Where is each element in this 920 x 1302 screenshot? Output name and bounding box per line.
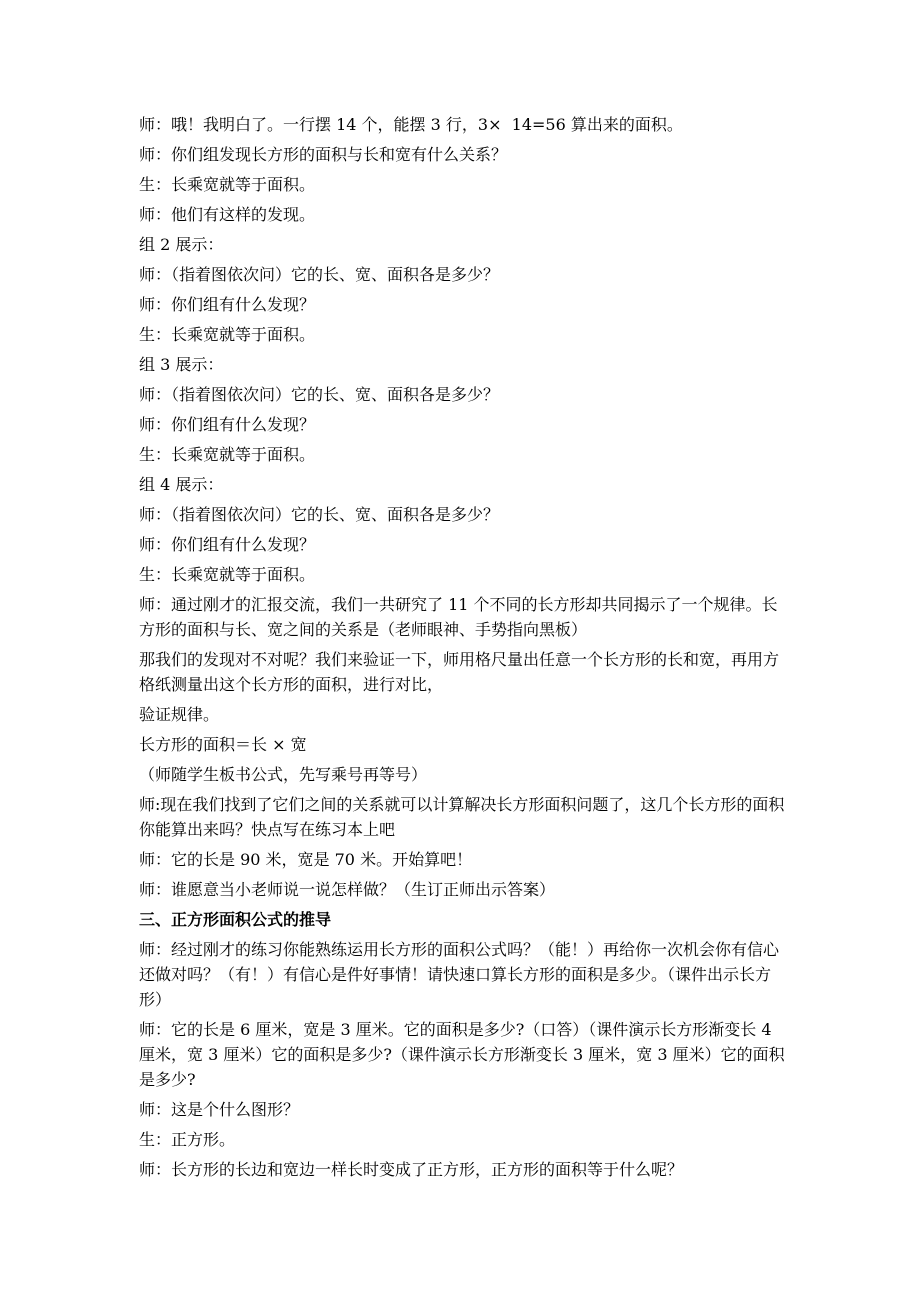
section-heading: 三、正方形面积公式的推导 bbox=[139, 910, 332, 929]
paragraph-7: 师：你们组有什么发现？ bbox=[139, 295, 316, 314]
paragraph-14: 师：（指着图依次问）它的长、宽、面积各是多少？ bbox=[139, 505, 500, 524]
paragraph-3: 生：长乘宽就等于面积。 bbox=[139, 175, 316, 194]
paragraph-8: 生：长乘宽就等于面积。 bbox=[139, 325, 316, 344]
paragraph-1: 师：哦！我明白了。一行摆 14 个，能摆 3 行，3× 14=56 算出来的面积。 bbox=[139, 115, 683, 134]
group-3-label: 组 3 展示： bbox=[139, 355, 224, 374]
paragraph-16: 生：长乘宽就等于面积。 bbox=[139, 565, 316, 584]
paragraph-2: 师：你们组发现长方形的面积与长和宽有什么关系？ bbox=[139, 145, 508, 164]
paragraph-21: （师随学生板书公式，先写乘号再等号） bbox=[139, 765, 428, 784]
paragraph-15: 师：你们组有什么发现？ bbox=[139, 535, 316, 554]
paragraph-18: 那我们的发现对不对呢？我们来验证一下，师用格尺量出任意一个长方形的长和宽，再用方格纸测量出这个长方形的面积，进行对比， bbox=[139, 650, 780, 694]
paragraph-11: 师：你们组有什么发现？ bbox=[139, 415, 316, 434]
paragraph-27: 师：它的长是 6 厘米，宽是 3 厘米。它的面积是多少?（口答）（课件演示长方形渐变长 4 厘米，宽 3 厘米）它的面积是多少?（课件演示长方形渐变长 3 厘米，宽 3 厘米）它的面积是多少? bbox=[139, 1020, 785, 1089]
paragraph-23: 师：它的长是 90 米，宽是 70 米。开始算吧！ bbox=[139, 850, 473, 869]
paragraph-30: 师：长方形的长边和宽边一样长时变成了正方形，正方形的面积等于什么呢？ bbox=[139, 1160, 684, 1179]
paragraph-24: 师：谁愿意当小老师说一说怎样做？（生订正师出示答案） bbox=[139, 880, 556, 899]
paragraph-22: 师:现在我们找到了它们之间的关系就可以计算解决长方形面积问题了，这几个长方形的面积你能算出来吗？快点写在练习本上吧 bbox=[139, 795, 785, 839]
paragraph-4: 师：他们有这样的发现。 bbox=[139, 205, 316, 224]
document-page bbox=[139, 112, 789, 1187]
paragraph-29: 生：正方形。 bbox=[139, 1130, 236, 1149]
paragraph-10: 师：（指着图依次问）它的长、宽、面积各是多少？ bbox=[139, 385, 500, 404]
group-2-label: 组 2 展示： bbox=[139, 235, 224, 254]
paragraph-17: 师：通过刚才的汇报交流，我们一共研究了 11 个不同的长方形却共同揭示了一个规律。长方形的面积与长、宽之间的关系是（老师眼神、手势指向黑板） bbox=[139, 595, 778, 639]
group-4-label: 组 4 展示： bbox=[139, 475, 224, 494]
paragraph-26: 师：经过刚才的练习你能熟练运用长方形的面积公式吗？（能！）再给你一次机会你有信心还做对吗？（有！）有信心是件好事情！请快速口算长方形的面积是多少。（课件出示长方形） bbox=[139, 940, 780, 1009]
paragraph-28: 师：这是个什么图形？ bbox=[139, 1100, 300, 1119]
rectangle-area-formula: 长方形的面积＝长 × 宽 bbox=[139, 735, 307, 754]
paragraph-6: 师：（指着图依次问）它的长、宽、面积各是多少？ bbox=[139, 265, 500, 284]
paragraph-19: 验证规律。 bbox=[139, 705, 220, 724]
paragraph-12: 生：长乘宽就等于面积。 bbox=[139, 445, 316, 464]
